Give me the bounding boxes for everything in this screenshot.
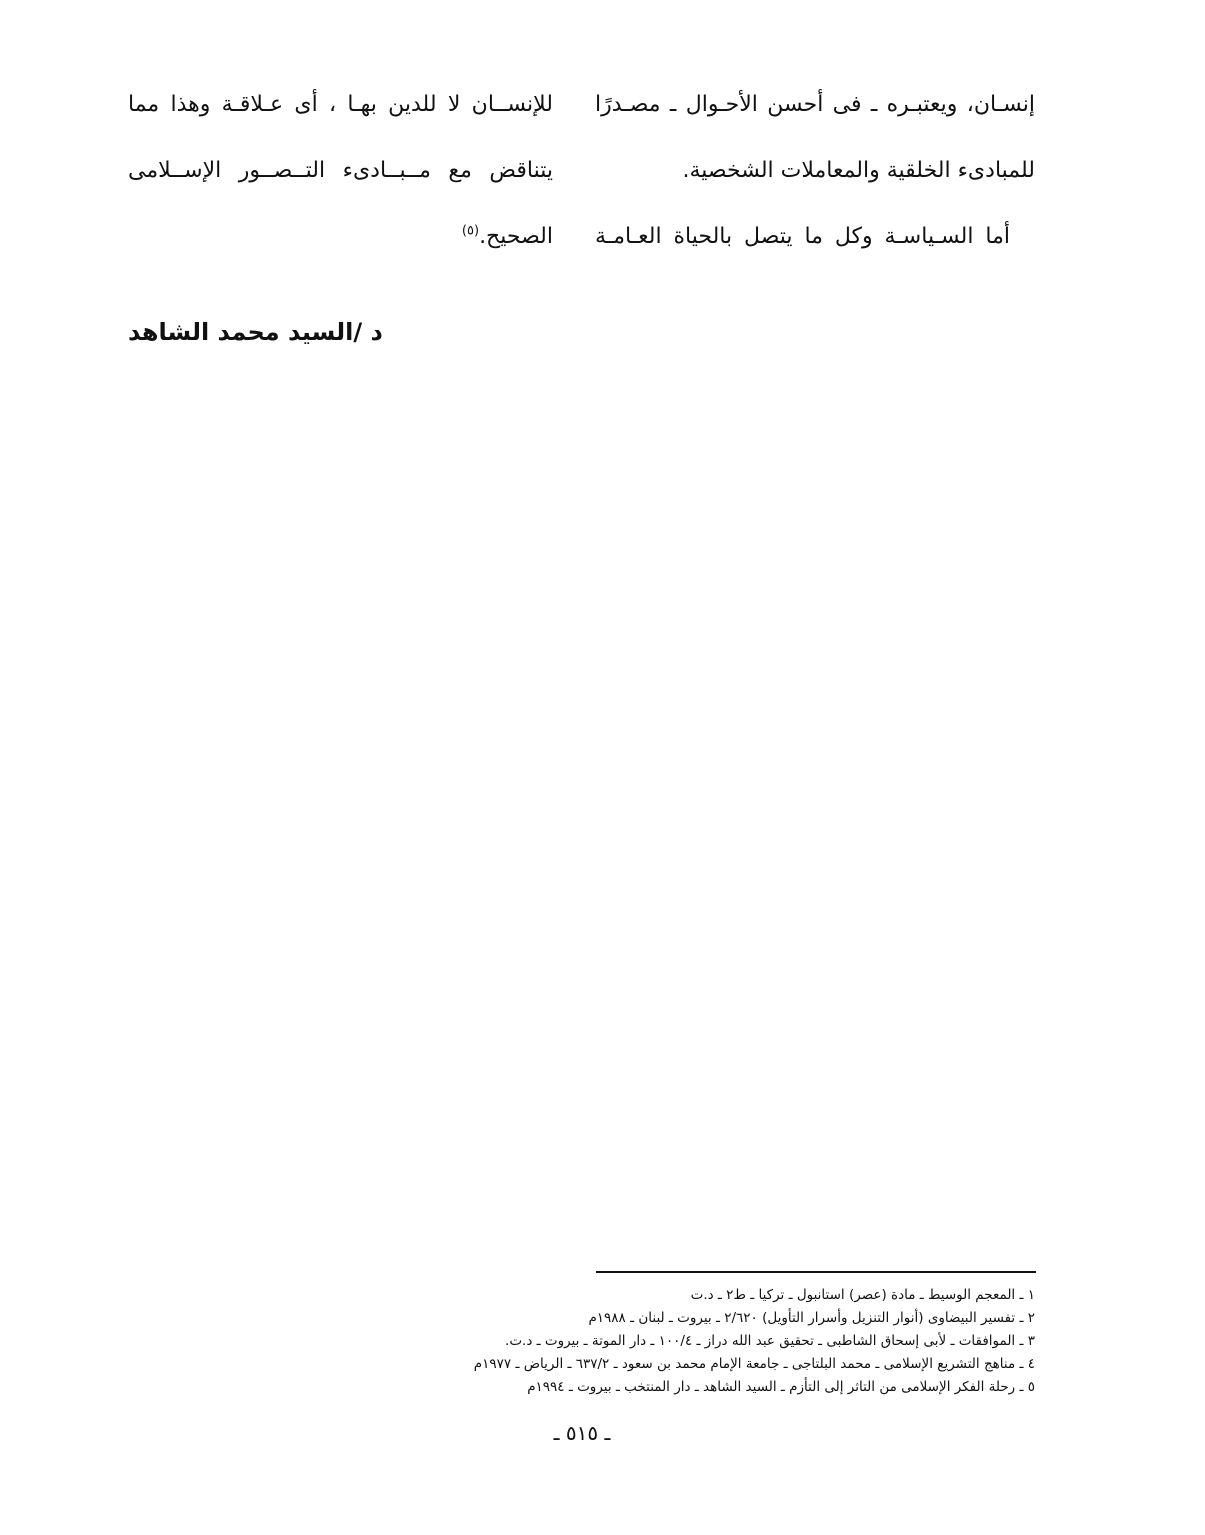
footnote-reference: (٥) [461, 223, 480, 239]
body-left-line-3-text: الصحيح. [479, 224, 553, 249]
body-right-line-2: للمبادىء الخلقية والمعاملات الشخصية. [682, 158, 1035, 183]
footnote-separator [596, 1271, 1036, 1273]
body-left-line-2: يتناقض مع مــبــادىء التــصــور الإســلامى [128, 158, 553, 183]
footnote-item: ٢ ـ تفسير البيضاوى (أنوار التنزيل وأسرار التأويل) ٢/٦٢٠ ـ بيروت ـ لبنان ـ ١٩٨٨م [588, 1310, 1035, 1326]
body-right-line-1: إنسـان، ويعتبـره ـ فى أحسن الأحـوال ـ مصـدرًا [595, 92, 1035, 117]
footnote-item: ٣ ـ الموافقات ـ لأبى إسحاق الشاطبى ـ تحقيق عبد الله دراز ـ ١٠٠/٤ ـ دار الموتة ـ بيروت ـ د.ت. [505, 1333, 1035, 1349]
footnote-item: ١ ـ المعجم الوسيط ـ مادة (عصر) استانبول ـ تركيا ـ ط٢ ـ د.ت [690, 1287, 1035, 1303]
footnote-item: ٤ ـ مناهج التشريع الإسلامى ـ محمد البلتاجى ـ جامعة الإمام محمد بن سعود ـ ٦٣٧/٢ ـ الرياض ـ ١٩٧٧م [473, 1356, 1035, 1372]
body-right-line-3: أما السـياسـة وكل ما يتصل بالحياة العـامـة [595, 224, 1010, 249]
author-signature: د /السيد محمد الشاهد [128, 318, 383, 346]
page-number: ـ ٥١٥ ـ [553, 1421, 611, 1445]
body-left-line-3 [128, 222, 553, 252]
footnotes-list [335, 1284, 1035, 1399]
footnote-item: ٥ ـ رحلة الفكر الإسلامى من التاثر إلى التأزم ـ السيد الشاهد ـ دار المنتخب ـ بيروت ـ ١٩٩٤م [527, 1379, 1035, 1395]
body-left-line-1: للإنســان لا للدين بهـا ، أى عـلاقـة وهذا مما [128, 92, 553, 117]
